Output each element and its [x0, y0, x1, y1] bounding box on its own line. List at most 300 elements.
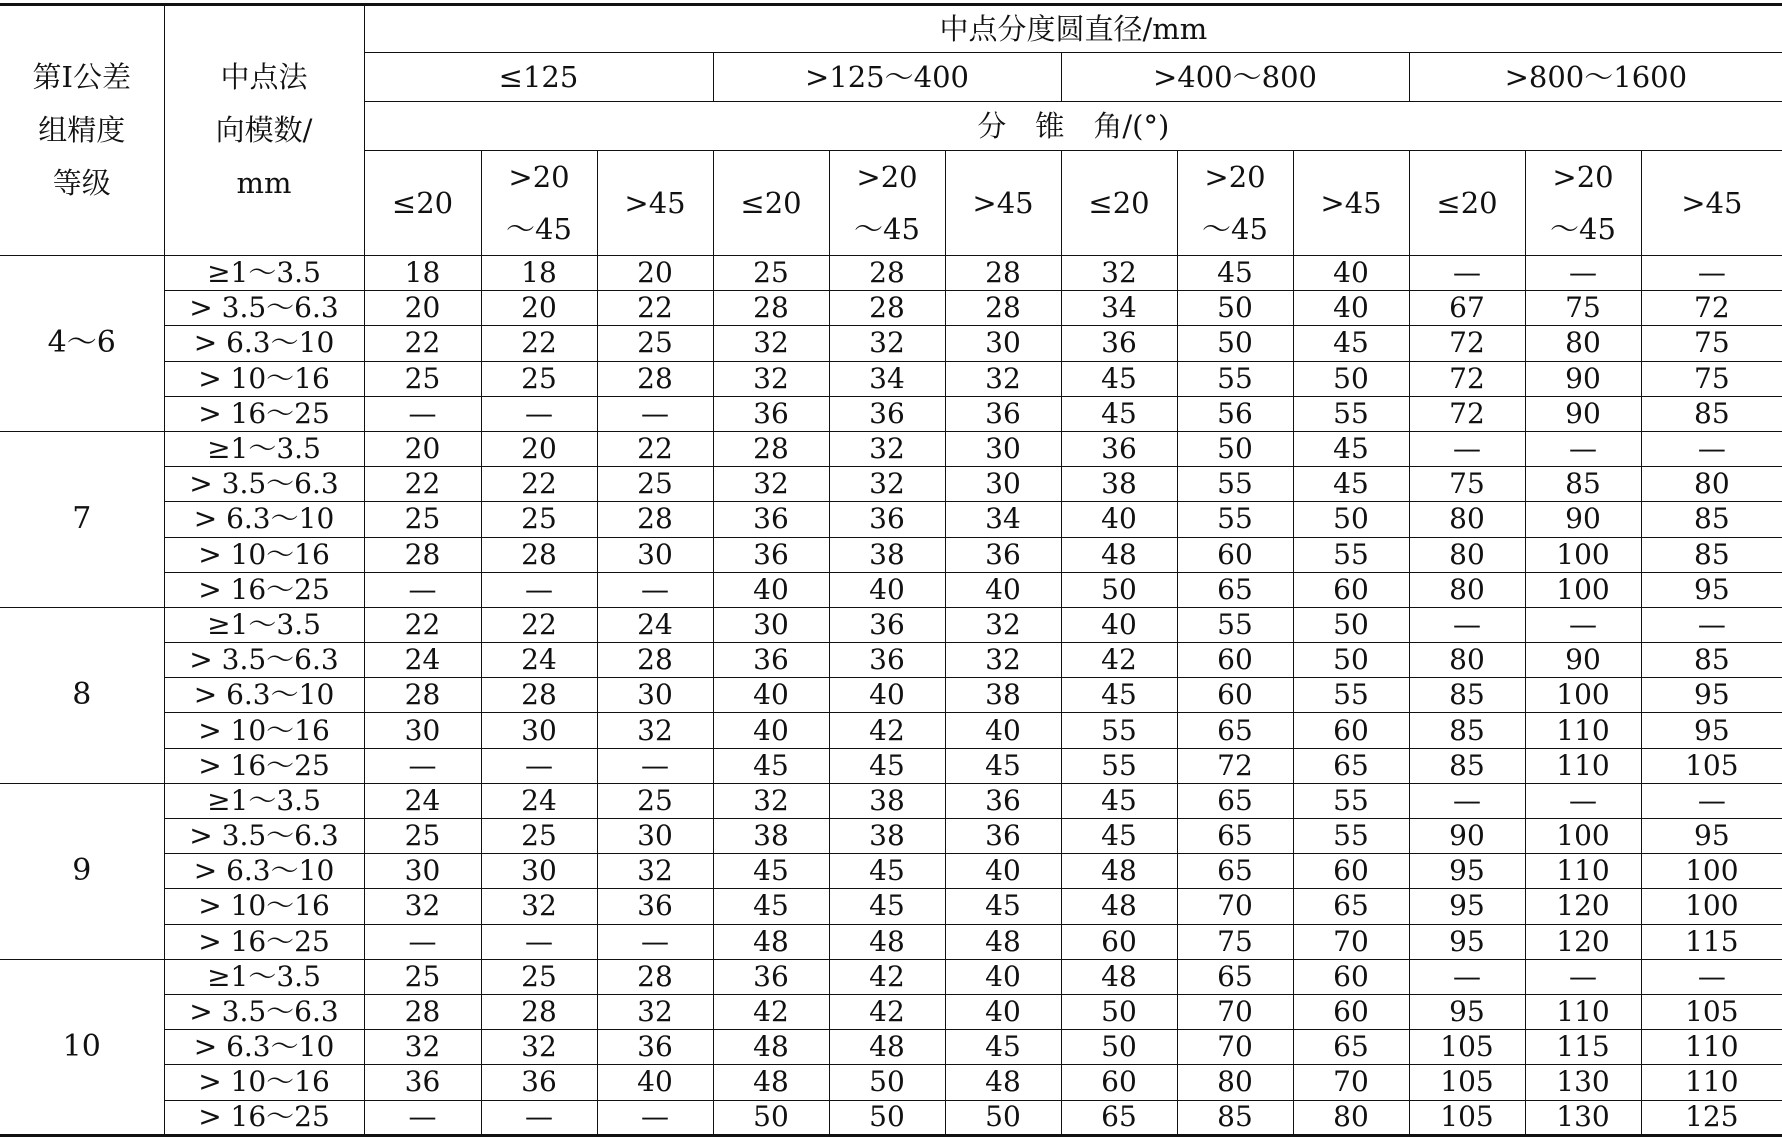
table-row: [0, 748, 1782, 783]
header-cone-angle-20-45: [1177, 151, 1293, 256]
value-cell: 50: [1293, 361, 1409, 396]
header-cone-angle-20-45-line-1: >20: [1552, 160, 1614, 194]
value-cell: 20: [597, 256, 713, 291]
value-cell: 34: [945, 502, 1061, 537]
header-cone-angle-20-45-line-1: >20: [508, 160, 570, 194]
value-cell: 28: [364, 537, 481, 572]
value-cell: 70: [1177, 994, 1293, 1029]
value-cell: 72: [1409, 326, 1525, 361]
value-cell: 28: [364, 994, 481, 1029]
module-cell: > 16～25: [164, 1100, 364, 1135]
value-cell: 75: [1409, 467, 1525, 502]
value-cell: 80: [1641, 467, 1782, 502]
value-cell: 45: [713, 854, 829, 889]
value-cell: 38: [829, 819, 945, 854]
module-cell: > 16～25: [164, 572, 364, 607]
value-cell: 36: [364, 1065, 481, 1100]
value-cell: 80: [1293, 1100, 1409, 1135]
value-cell: 22: [597, 431, 713, 466]
value-cell: 72: [1409, 361, 1525, 396]
value-cell: 105: [1409, 1065, 1525, 1100]
value-cell: 55: [1177, 361, 1293, 396]
value-cell: 95: [1409, 994, 1525, 1029]
value-cell: 42: [713, 994, 829, 1029]
module-cell: > 16～25: [164, 924, 364, 959]
value-cell: 40: [1293, 256, 1409, 291]
value-cell: —: [364, 924, 481, 959]
value-cell: 25: [481, 959, 597, 994]
module-cell: ≥1～3.5: [164, 607, 364, 642]
value-cell: 45: [1061, 396, 1177, 431]
value-cell: —: [1409, 959, 1525, 994]
value-cell: 48: [713, 1065, 829, 1100]
value-cell: 100: [1525, 537, 1641, 572]
value-cell: 95: [1409, 889, 1525, 924]
value-cell: 32: [713, 467, 829, 502]
header-grade-line-2: 组精度: [38, 113, 126, 147]
header-cone-angle-gt45: >45: [1641, 151, 1782, 256]
value-cell: 40: [945, 959, 1061, 994]
value-cell: 95: [1641, 819, 1782, 854]
value-cell: —: [1641, 607, 1782, 642]
value-cell: 65: [1293, 889, 1409, 924]
table-row: [0, 326, 1782, 361]
value-cell: 24: [481, 643, 597, 678]
module-cell: > 10～16: [164, 361, 364, 396]
value-cell: 38: [829, 537, 945, 572]
value-cell: 45: [1061, 819, 1177, 854]
value-cell: 105: [1409, 1030, 1525, 1065]
value-cell: 24: [481, 783, 597, 818]
value-cell: 20: [364, 291, 481, 326]
value-cell: 45: [829, 889, 945, 924]
header-grade: [0, 5, 164, 256]
value-cell: 32: [597, 854, 713, 889]
table-row: [0, 889, 1782, 924]
value-cell: 25: [364, 819, 481, 854]
value-cell: 55: [1061, 713, 1177, 748]
header-cone-angle-le20: ≤20: [713, 151, 829, 256]
value-cell: 38: [1061, 467, 1177, 502]
table-row: [0, 1065, 1782, 1100]
value-cell: —: [1641, 783, 1782, 818]
value-cell: 25: [481, 502, 597, 537]
value-cell: 105: [1409, 1100, 1525, 1135]
value-cell: 36: [713, 643, 829, 678]
value-cell: 30: [597, 678, 713, 713]
value-cell: 80: [1525, 326, 1641, 361]
value-cell: —: [597, 1100, 713, 1135]
value-cell: 18: [481, 256, 597, 291]
value-cell: 45: [713, 889, 829, 924]
value-cell: 22: [481, 326, 597, 361]
value-cell: 95: [1641, 678, 1782, 713]
value-cell: 40: [829, 678, 945, 713]
value-cell: 42: [829, 959, 945, 994]
value-cell: 100: [1525, 678, 1641, 713]
value-cell: 36: [713, 959, 829, 994]
value-cell: 28: [829, 291, 945, 326]
header-cone-angle-20-45: [829, 151, 945, 256]
header-module-line-1: 中点法: [220, 60, 308, 94]
value-cell: 36: [945, 537, 1061, 572]
module-cell: > 6.3～10: [164, 502, 364, 537]
value-cell: 50: [1177, 431, 1293, 466]
value-cell: —: [481, 572, 597, 607]
value-cell: 48: [713, 924, 829, 959]
value-cell: 28: [713, 291, 829, 326]
value-cell: —: [1525, 431, 1641, 466]
module-cell: ≥1～3.5: [164, 783, 364, 818]
value-cell: 55: [1177, 502, 1293, 537]
value-cell: —: [1409, 431, 1525, 466]
value-cell: 28: [597, 502, 713, 537]
grade-cell: 9: [0, 783, 164, 959]
value-cell: 28: [597, 959, 713, 994]
value-cell: 36: [829, 396, 945, 431]
value-cell: 60: [1293, 572, 1409, 607]
table-row: [0, 783, 1782, 818]
table-row: [0, 572, 1782, 607]
value-cell: 110: [1525, 994, 1641, 1029]
module-cell: > 10～16: [164, 537, 364, 572]
value-cell: 30: [597, 537, 713, 572]
module-cell: ≥1～3.5: [164, 256, 364, 291]
value-cell: 55: [1293, 537, 1409, 572]
value-cell: —: [1409, 783, 1525, 818]
header-cone-angle-20-45-line-2: ～45: [506, 212, 572, 246]
value-cell: 32: [364, 889, 481, 924]
header-diameter-range-2: >125～400: [713, 53, 1061, 102]
value-cell: 70: [1293, 924, 1409, 959]
header-cone-angle-20-45: [1525, 151, 1641, 256]
value-cell: 95: [1641, 572, 1782, 607]
value-cell: 125: [1641, 1100, 1782, 1135]
value-cell: 100: [1525, 819, 1641, 854]
value-cell: 55: [1061, 748, 1177, 783]
value-cell: 28: [597, 361, 713, 396]
table-row: [0, 431, 1782, 466]
value-cell: 36: [829, 607, 945, 642]
value-cell: 36: [481, 1065, 597, 1100]
value-cell: 30: [364, 854, 481, 889]
value-cell: —: [597, 572, 713, 607]
value-cell: 55: [1293, 819, 1409, 854]
value-cell: 75: [1177, 924, 1293, 959]
value-cell: 50: [829, 1065, 945, 1100]
value-cell: —: [1409, 256, 1525, 291]
value-cell: 85: [1525, 467, 1641, 502]
value-cell: 32: [597, 994, 713, 1029]
header-cone-angle-le20: ≤20: [364, 151, 481, 256]
value-cell: 30: [945, 326, 1061, 361]
value-cell: 50: [945, 1100, 1061, 1135]
value-cell: 36: [945, 396, 1061, 431]
value-cell: 65: [1293, 748, 1409, 783]
value-cell: 18: [364, 256, 481, 291]
value-cell: 75: [1641, 361, 1782, 396]
value-cell: 40: [597, 1065, 713, 1100]
module-cell: > 3.5～6.3: [164, 467, 364, 502]
table-row: [0, 291, 1782, 326]
value-cell: 38: [945, 678, 1061, 713]
value-cell: 65: [1177, 854, 1293, 889]
value-cell: 28: [829, 256, 945, 291]
module-cell: > 10～16: [164, 889, 364, 924]
value-cell: 90: [1525, 361, 1641, 396]
value-cell: 48: [713, 1030, 829, 1065]
value-cell: 22: [481, 467, 597, 502]
header-cone-angle-title: 分 锥 角/(°): [364, 102, 1782, 151]
value-cell: 110: [1525, 854, 1641, 889]
value-cell: 56: [1177, 396, 1293, 431]
value-cell: 36: [713, 537, 829, 572]
header-grade-line-1: 第Ⅰ公差: [32, 60, 131, 94]
value-cell: 40: [1061, 502, 1177, 537]
value-cell: 45: [945, 1030, 1061, 1065]
value-cell: 45: [945, 748, 1061, 783]
value-cell: 115: [1525, 1030, 1641, 1065]
module-cell: > 16～25: [164, 396, 364, 431]
header-cone-angle-20-45-line-2: ～45: [1550, 212, 1616, 246]
value-cell: 40: [945, 572, 1061, 607]
header-cone-angle-le20: ≤20: [1409, 151, 1525, 256]
table-row: [0, 713, 1782, 748]
header-cone-angle-20-45-line-1: >20: [1204, 160, 1266, 194]
value-cell: 110: [1525, 748, 1641, 783]
value-cell: 32: [829, 467, 945, 502]
value-cell: 48: [945, 924, 1061, 959]
value-cell: 85: [1641, 502, 1782, 537]
value-cell: 95: [1409, 924, 1525, 959]
value-cell: 48: [1061, 959, 1177, 994]
table-row: [0, 607, 1782, 642]
value-cell: 85: [1409, 713, 1525, 748]
value-cell: 45: [1293, 467, 1409, 502]
value-cell: 50: [1061, 1030, 1177, 1065]
value-cell: 60: [1177, 678, 1293, 713]
value-cell: 85: [1409, 678, 1525, 713]
value-cell: 45: [1293, 326, 1409, 361]
value-cell: 48: [1061, 854, 1177, 889]
value-cell: 25: [364, 361, 481, 396]
value-cell: 30: [481, 713, 597, 748]
value-cell: 65: [1177, 819, 1293, 854]
module-cell: > 6.3～10: [164, 678, 364, 713]
value-cell: 50: [1293, 607, 1409, 642]
value-cell: 38: [713, 819, 829, 854]
value-cell: 60: [1293, 713, 1409, 748]
value-cell: 48: [1061, 889, 1177, 924]
value-cell: 80: [1409, 572, 1525, 607]
value-cell: 115: [1641, 924, 1782, 959]
value-cell: —: [364, 396, 481, 431]
value-cell: —: [481, 748, 597, 783]
value-cell: 32: [945, 361, 1061, 396]
value-cell: 45: [945, 889, 1061, 924]
module-cell: > 6.3～10: [164, 326, 364, 361]
value-cell: 60: [1177, 537, 1293, 572]
value-cell: —: [597, 924, 713, 959]
value-cell: 90: [1409, 819, 1525, 854]
value-cell: 45: [829, 854, 945, 889]
value-cell: 50: [713, 1100, 829, 1135]
value-cell: 45: [1177, 256, 1293, 291]
value-cell: 36: [945, 783, 1061, 818]
value-cell: 30: [364, 713, 481, 748]
value-cell: 40: [713, 572, 829, 607]
value-cell: 32: [481, 889, 597, 924]
value-cell: —: [1641, 256, 1782, 291]
value-cell: —: [481, 924, 597, 959]
value-cell: 32: [597, 713, 713, 748]
value-cell: 40: [945, 713, 1061, 748]
value-cell: 38: [829, 783, 945, 818]
value-cell: 24: [597, 607, 713, 642]
value-cell: 48: [1061, 537, 1177, 572]
value-cell: 28: [945, 291, 1061, 326]
header-cone-angle-gt45: >45: [945, 151, 1061, 256]
table-row: [0, 924, 1782, 959]
value-cell: 25: [597, 467, 713, 502]
value-cell: 25: [597, 326, 713, 361]
value-cell: 20: [481, 431, 597, 466]
value-cell: 85: [1641, 643, 1782, 678]
value-cell: 28: [364, 678, 481, 713]
table-row: [0, 502, 1782, 537]
value-cell: 110: [1641, 1065, 1782, 1100]
value-cell: 30: [945, 467, 1061, 502]
module-cell: > 6.3～10: [164, 854, 364, 889]
value-cell: 110: [1525, 713, 1641, 748]
header-module-line-3: mm: [236, 166, 292, 200]
value-cell: 30: [481, 854, 597, 889]
value-cell: 25: [481, 819, 597, 854]
value-cell: 28: [481, 537, 597, 572]
value-cell: 65: [1293, 1030, 1409, 1065]
value-cell: 34: [829, 361, 945, 396]
value-cell: 36: [945, 819, 1061, 854]
value-cell: 25: [481, 361, 597, 396]
value-cell: 100: [1525, 572, 1641, 607]
value-cell: 28: [481, 994, 597, 1029]
value-cell: 120: [1525, 889, 1641, 924]
value-cell: 40: [713, 713, 829, 748]
value-cell: 22: [364, 326, 481, 361]
grade-cell: 7: [0, 431, 164, 607]
table-row: [0, 994, 1782, 1029]
value-cell: 32: [364, 1030, 481, 1065]
value-cell: 130: [1525, 1065, 1641, 1100]
value-cell: 32: [829, 326, 945, 361]
value-cell: 32: [713, 783, 829, 818]
value-cell: 100: [1641, 889, 1782, 924]
value-cell: —: [1409, 607, 1525, 642]
value-cell: —: [364, 572, 481, 607]
module-cell: ≥1～3.5: [164, 431, 364, 466]
table-row: [0, 361, 1782, 396]
value-cell: 25: [713, 256, 829, 291]
value-cell: 65: [1177, 572, 1293, 607]
value-cell: 25: [364, 502, 481, 537]
value-cell: 36: [829, 643, 945, 678]
value-cell: 45: [1061, 678, 1177, 713]
value-cell: 45: [829, 748, 945, 783]
value-cell: 50: [1293, 502, 1409, 537]
module-cell: > 16～25: [164, 748, 364, 783]
value-cell: 36: [597, 889, 713, 924]
value-cell: 75: [1525, 291, 1641, 326]
value-cell: 90: [1525, 643, 1641, 678]
header-diameter-title: 中点分度圆直径/mm: [364, 5, 1782, 53]
value-cell: 42: [829, 994, 945, 1029]
value-cell: 80: [1177, 1065, 1293, 1100]
value-cell: 50: [1061, 994, 1177, 1029]
value-cell: 40: [945, 994, 1061, 1029]
value-cell: 65: [1177, 713, 1293, 748]
value-cell: 110: [1641, 1030, 1782, 1065]
value-cell: 72: [1641, 291, 1782, 326]
table-row: [0, 959, 1782, 994]
value-cell: 95: [1641, 713, 1782, 748]
value-cell: 105: [1641, 994, 1782, 1029]
value-cell: 32: [945, 607, 1061, 642]
value-cell: 22: [364, 467, 481, 502]
value-cell: 45: [1061, 783, 1177, 818]
value-cell: 130: [1525, 1100, 1641, 1135]
value-cell: 80: [1409, 537, 1525, 572]
value-cell: 30: [945, 431, 1061, 466]
header-cone-angle-20-45-line-2: ～45: [1202, 212, 1268, 246]
value-cell: 80: [1409, 643, 1525, 678]
value-cell: 72: [1177, 748, 1293, 783]
value-cell: 22: [364, 607, 481, 642]
value-cell: 50: [1177, 326, 1293, 361]
header-cone-angle-le20: ≤20: [1061, 151, 1177, 256]
value-cell: 20: [481, 291, 597, 326]
value-cell: —: [364, 748, 481, 783]
value-cell: 105: [1641, 748, 1782, 783]
header-diameter-range-1: ≤125: [364, 53, 713, 102]
value-cell: —: [597, 396, 713, 431]
header-cone-angle-20-45: [481, 151, 597, 256]
value-cell: 60: [1061, 924, 1177, 959]
value-cell: 95: [1409, 854, 1525, 889]
value-cell: 25: [364, 959, 481, 994]
value-cell: 72: [1409, 396, 1525, 431]
header-grade-line-3: 等级: [52, 166, 111, 200]
value-cell: 65: [1177, 783, 1293, 818]
header-cone-angle-gt45: >45: [1293, 151, 1409, 256]
value-cell: 36: [597, 1030, 713, 1065]
header-module-line-2: 向模数/: [215, 113, 313, 147]
value-cell: —: [364, 1100, 481, 1135]
value-cell: 100: [1641, 854, 1782, 889]
module-cell: > 6.3～10: [164, 1030, 364, 1065]
value-cell: —: [1641, 431, 1782, 466]
value-cell: 85: [1641, 537, 1782, 572]
table-row: [0, 643, 1782, 678]
value-cell: —: [481, 396, 597, 431]
value-cell: 67: [1409, 291, 1525, 326]
grade-cell: 4～6: [0, 256, 164, 432]
value-cell: 48: [829, 1030, 945, 1065]
value-cell: —: [1525, 959, 1641, 994]
value-cell: 40: [945, 854, 1061, 889]
value-cell: 32: [1061, 256, 1177, 291]
header-diameter-range-3: >400～800: [1061, 53, 1409, 102]
value-cell: 85: [1641, 396, 1782, 431]
